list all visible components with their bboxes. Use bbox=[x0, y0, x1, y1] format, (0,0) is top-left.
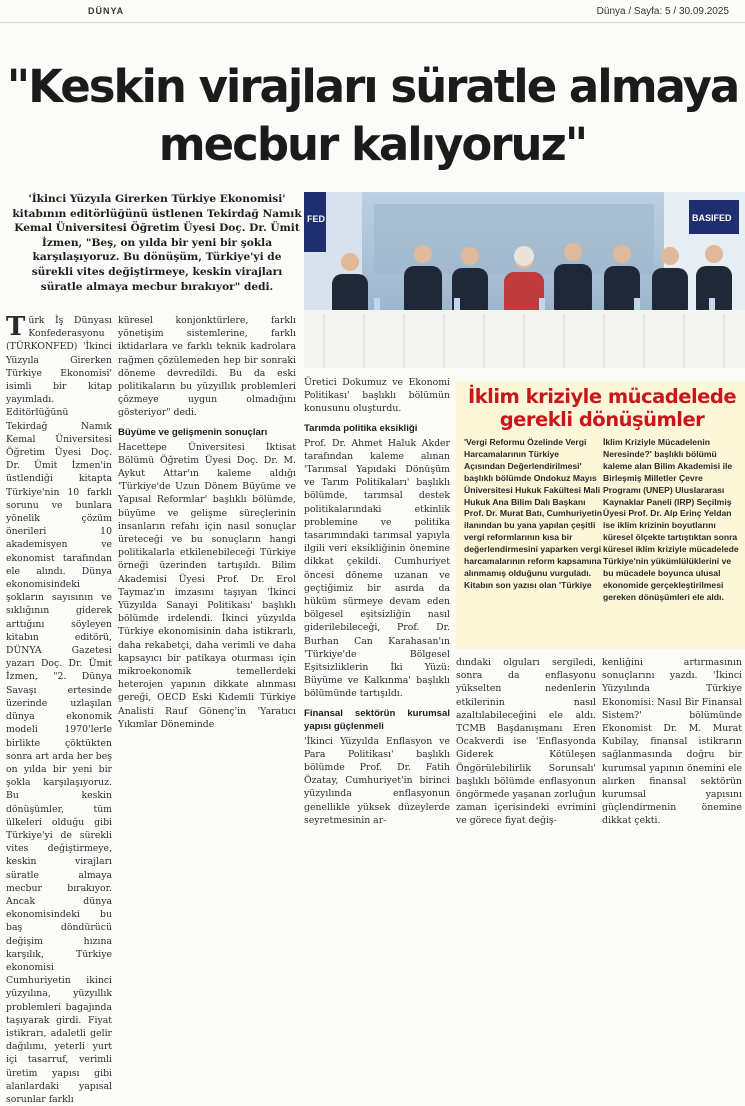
sidebar-right-column bbox=[603, 437, 741, 604]
drop-cap: T bbox=[6, 312, 26, 342]
masthead bbox=[0, 0, 745, 23]
article-photo bbox=[304, 192, 745, 368]
sidebar-title: İklim kriziyle mücadelede gerekli dönüşümler bbox=[467, 385, 737, 431]
column-3-paragraph-1: Üretici Dokumuz ve Ekonomi Politikası' başlıklı bölümün konusunu oluşturdu. bbox=[304, 377, 450, 415]
column-3-paragraph-2: Prof. Dr. Ahmet Haluk Akder tarafından kaleme alınan 'Tarımsal Yapıdaki Dönüşüm ve Tarım Politikaları' başlıklı bölümde, tarımsal destek politikalarındaki etkinlik problemine ve politika tasarımındaki tarımsal yapıyla ilgili veri eksikliğinin önemine dikkat çekildi. Cumhuriyet öncesi döneme uzanan ve geçtiğimiz bir asırda da hüküm sürmeye devam eden bölgesel eşitsizliğin nasıl giderilebileceği, Prof. Dr. Burhan Can Karahasan'ın 'Türkiye'de Bölgesel Eşitsizliklerin İki Yüzü: Büyüme ve Kalkınma' başlıklı bölümünde tartışıldı. bbox=[304, 437, 450, 700]
sidebar-right-text: İklim Kriziyle Mücadelenin Neresinde?' başlıklı bölümü kaleme alan Bilim Akademisi ile Birleşmiş Milletler Çevre Programı (UNEP) Uluslararası Kaynaklar Paneli (IRP) Seçilmiş Üyesi Prof. Dr. Alp Erinç Yeldan ise iklim krizinin boyutlarını küresel ölçekte tartıştıktan sonra küresel iklim kriziyle mücadelede Türkiye'nin yükümlülüklerini ve bu mücadele boyunca ulusal ekonomide gerçekleştirilmesi gereken dönüşümleri ele aldı. bbox=[603, 437, 739, 602]
panel-photo-illustration bbox=[304, 192, 745, 368]
column-1-text: ürk İş Dünyası Konfederasyonu (TÜRKONFED) 'İkinci Yüzyıla Girerken Türkiye Ekonomisi' isimli bir kitap yayımladı. Editörlüğünü Tekirdağ Namık Kemal Üniversitesi Öğretim Üyesi Doç. Dr. Ümit İzmen'in üstlendiği kitapta Türkiye'nin 10 farklı sorunu ve bunlara yönelik çözüm önerileri 10 akademisyen ve ekonomist tarafından ele alındı. Dünya ekonomisindeki şokların sayısının ve sıklığının giderek arttığını söyleyen kitabın editörü, DÜNYA Gazetesi yazarı Doç. Dr. Ümit İzmen, "2. Dünya Savaşı ertesinde üzerinde uzlaşılan dünya ekonomik modeli 1970'lerle birlikte çöktükten sonra art arda her beş on yılda bir yeni bir şokla karşılaşıyoruz. Bu keskin dönüşümler, tüm ülkeleri olduğu gibi Türkiye'yi de sürekli vites değiştirmeye, keskin virajları süratle almaya mecbur bırakıyor. Ancak dünya ekonomisindeki bu baş döndürücü değişim hızına karşılık, Türkiye ekonomisi Cumhuriyetin ikinci yüzyılına, yüzyıllık problemleri bagajında taşıyarak girdi. Fiyat istikrarı, adaletli gelir dağılımı, yeterli yurt içi tasarruf, verimli üretim yapısı gibi alanlardaki yapısal sorunlar farklı bbox=[6, 315, 112, 1105]
column-5-text: kenliğini artırmasının sonuçlarını yazdı. 'İkinci Yüzyılında Türkiye Ekonomisi: Nasıl Bir Finansal Sistem?' bölümünde Ekonomist Dr. M. Murat Kubilay, finansal istikrarın sağlanmasında doğru bir kurumsal yapının önemini ele alırken finansal sektörün kurumsal yapısını güçlendirmenin önemine dikkat çekti. bbox=[602, 657, 743, 827]
subhead-finance: Finansal sektörün kurumsal yapısı güçlenmeli bbox=[304, 707, 450, 732]
article-column-3 bbox=[304, 376, 450, 827]
article-column-1 bbox=[6, 314, 112, 1106]
article-column-4 bbox=[456, 656, 596, 828]
sidebar-box bbox=[456, 381, 745, 649]
newspaper-logo: DÜNYA bbox=[88, 6, 125, 16]
column-4-text: dındaki olguları sergiledi, sonra da enflasyonu yükselten nedenlerin etkilerinin nasıl azaltılabileceğini ele aldı. TCMB Başdanışmanı Eren Ocakverdi ise 'Enflasyonda Giderek Kötüleşen Öngörülebilirlik Sorunsalı' başlıklı bölümde enflasyonun öngörmede yaşanan zorluğun zaman içerisindeki evrimini ve görece fiyat değiş- bbox=[456, 657, 596, 827]
subhead-growth: Büyüme ve gelişmenin sonuçları bbox=[118, 426, 268, 438]
article-lead: 'İkinci Yüzyıla Girerken Türkiye Ekonomisi' kitabının editörlüğünü üstlenen Tekirdağ Namık Kemal Üniversitesi Öğretim Üyesi Doç. Dr. Ümit İzmen, "Beş, on yılda bir yeni bir şokla karşılaşıyoruz. Bu dönüşüm, Türkiye'yi de sürekli vites değiştirmeye, keskin virajları süratle almaya mecbur bırakıyor" dedi. bbox=[12, 193, 302, 293]
column-2-paragraph-2: Hacettepe Üniversitesi İktisat Bölümü Öğretim Üyesi Doç. Dr. M. Aykut Attar'ın kaleme aldığı 'Türkiye'de Uzun Dönem Büyüme ve Yapısal Reformlar' başlıklı bölümde, büyüme ve gelişme süreçlerinin insanların refahı için nasıl sonuçlar üreteceği ve bu sonuçların hangi politikalarla etkilenebileceği Türkiye örneği üzerinden tartışıldı. Bilim Akademisi Üyesi Prof. Dr. Erol Taymaz'ın imzasını taşıyan 'İkinci Yüzyılda Sanayi Politikası' başlıklı bölümde irdelendi. İkinci yüzyılda Türkiye ekonomisinin daha istikrarlı, daha rekabetçi, daha verimli ve daha kapsayıcı bir patikaya oturması için mikroekonomik temellerdeki heterojen yapının dikkate alınması gereği, OECD Eski Kıdemli Türkiye Analisti Rauf Gönenç'in 'Yaratıcı Yıkımlar Döneminde bbox=[118, 441, 296, 730]
article-headline: "Keskin virajları süratle almaya mecbur kalıyoruz" bbox=[6, 60, 739, 171]
article-column-2 bbox=[118, 314, 296, 731]
sidebar-left-text: 'Vergi Reformu Özelinde Vergi Harcamalarının Türkiye Açısından Değerlendirilmesi' başlıklı bölümde Ondokuz Mayıs Üniversitesi Hukuk Fakültesi Mali Hukuk Ana Bilim Dalı Başkanı Prof. Dr. Murat Batı, Cumhuriyetin ilanından bu yana yapılan çeşitli vergi reformlarının kısa bir değerlendirmesini yaparken vergi harcamalarının reform kapsamına alınmamış olduğunu vurguladı. Kitabın son yazısı olan 'Türkiye bbox=[464, 437, 602, 590]
banner-right-text: BASIFED bbox=[692, 213, 732, 223]
subhead-agriculture: Tarımda politika eksikliği bbox=[304, 422, 418, 434]
banner-left-text: FED bbox=[307, 214, 325, 224]
sidebar-left-column bbox=[464, 437, 602, 592]
column-2-paragraph-1: küresel konjonktürlere, farklı yönetişim sistemlerine, farklı iktidarlara ve farklı teknik kadrolara rağmen çözülemeden hep bir sonraki döneme devredildi. Bu da eski politikaların bu yüzyıllık problemleri çözmeye uygun olmadığını gösteriyor" dedi. bbox=[118, 315, 296, 419]
article-column-5 bbox=[602, 656, 742, 828]
page-info: Dünya / Sayfa: 5 / 30.09.2025 bbox=[596, 6, 729, 17]
column-3-paragraph-3: 'İkinci Yüzyılda Enflasyon ve Para Politikası' başlıklı bölümde Prof. Dr. Fatih Özatay, Cumhuriyet'in birinci yüzyılında enflasyonun genellikle yüksek düzeylerde seyretmesinin ar- bbox=[304, 735, 450, 826]
